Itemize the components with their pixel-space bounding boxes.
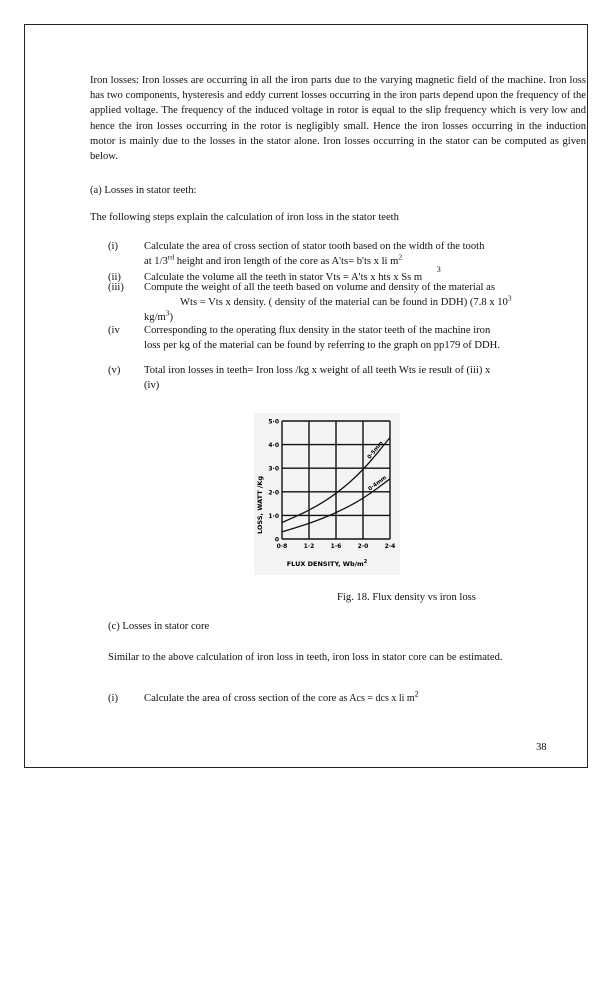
curve-label: 0·4mm — [367, 474, 388, 493]
step-line: at 1/3 — [144, 256, 168, 267]
x-tick-label: 1·6 — [330, 543, 342, 550]
step-number: (v) — [108, 365, 121, 376]
section-a-heading: (a) Losses in stator teeth: — [90, 185, 197, 196]
step-line: Total iron losses in teeth= Iron loss /kg x weight of all teeth Wts ie result of (iii) x — [144, 365, 491, 376]
superscript: 2 — [398, 252, 403, 262]
y-tick-label: 4·0 — [268, 442, 279, 450]
superscript: rd — [167, 252, 175, 262]
x-tick-label: 0·8 — [276, 543, 288, 550]
figure-caption: Fig. 18. Flux density vs iron loss — [337, 592, 476, 603]
x-axis-label-exp: 2 — [363, 559, 368, 565]
step-number: (i) — [108, 241, 118, 252]
steps-intro: The following steps explain the calculation of iron loss in the stator teeth — [90, 212, 399, 223]
x-axis-label — [287, 559, 368, 568]
step-line: Compute the weight of all the teeth based on volume and density of the material as — [144, 282, 495, 293]
step-text — [144, 280, 554, 325]
intro-paragraph: Iron losses: Iron losses are occurring in all the iron parts due to the varying magnetic field of the machine. Iron loss has two components, hysteresis and eddy current losses occurring in the iron parts depend upon the frequency of the applied voltage. The frequency of the induced voltage in rotor is equal to the slip frequency which is very low and hence the iron losses occurring in the rotor is negligibly small. Hence the iron losses occurring in the induction motor is mainly due to the losses in the stator alone. Iron losses occurring in the stator can be computed as given below. — [90, 75, 586, 163]
step-line: kg/m — [144, 312, 166, 323]
step-line: Calculate the area of cross section of stator tooth based on the width of the tooth — [144, 241, 485, 252]
step-line: (iv) — [144, 380, 160, 391]
step-line: loss per kg of the material can be found by referring to the graph on pp179 of DDH. — [144, 340, 500, 351]
step-text — [144, 363, 554, 393]
superscript: 3 — [507, 293, 512, 303]
superscript: 2 — [414, 689, 419, 699]
step-text — [144, 323, 554, 353]
y-tick-label: 0 — [274, 536, 279, 544]
step-text — [144, 239, 554, 269]
step-line: height and iron length of the core as A'ts= b'ts x li m — [174, 256, 399, 267]
step-line: Wts = Vts x density. ( density of the material can be found in DDH) (7.8 x 10 — [180, 297, 508, 308]
step-line: Calculate the area of cross section of the core — [144, 693, 337, 704]
step-number: (ii) — [108, 272, 121, 283]
step-number: (i) — [108, 693, 118, 704]
y-tick-label: 2·0 — [268, 489, 279, 497]
core-step-text — [144, 691, 554, 706]
step-line: Calculate the volume all the teeth in stator Vts = A'ts x hts x Ss m — [144, 272, 423, 283]
step-number: (iv — [108, 325, 120, 336]
page-number: 38 — [536, 742, 547, 753]
x-axis-label-text: FLUX DENSITY, Wb/m — [286, 560, 364, 568]
superscript: 3 — [436, 265, 441, 274]
curve-label: 0·5mm — [366, 440, 385, 461]
formula: as Acs = dcs x li m — [339, 693, 415, 704]
step-line: Corresponding to the operating flux density in the stator teeth of the machine iron — [144, 325, 491, 336]
y-tick-label: 3·0 — [268, 465, 279, 473]
x-tick-label: 1·2 — [303, 543, 315, 550]
section-c-heading: (c) Losses in stator core — [108, 621, 210, 632]
core-paragraph: Similar to the above calculation of iron loss in teeth, iron loss in stator core can be estimated. — [108, 652, 503, 663]
flux-density-vs-loss-graph — [254, 413, 400, 575]
x-tick-label: 2·4 — [384, 543, 396, 550]
x-tick-label: 2·0 — [357, 543, 369, 550]
step-number: (iii) — [108, 282, 124, 293]
y-axis-label: LOSS, WATT /Kg — [256, 476, 264, 534]
superscript: 3 — [165, 308, 170, 318]
step-line: ) — [169, 312, 174, 323]
y-tick-label: 5·0 — [268, 418, 279, 426]
y-tick-label: 1·0 — [268, 512, 279, 520]
